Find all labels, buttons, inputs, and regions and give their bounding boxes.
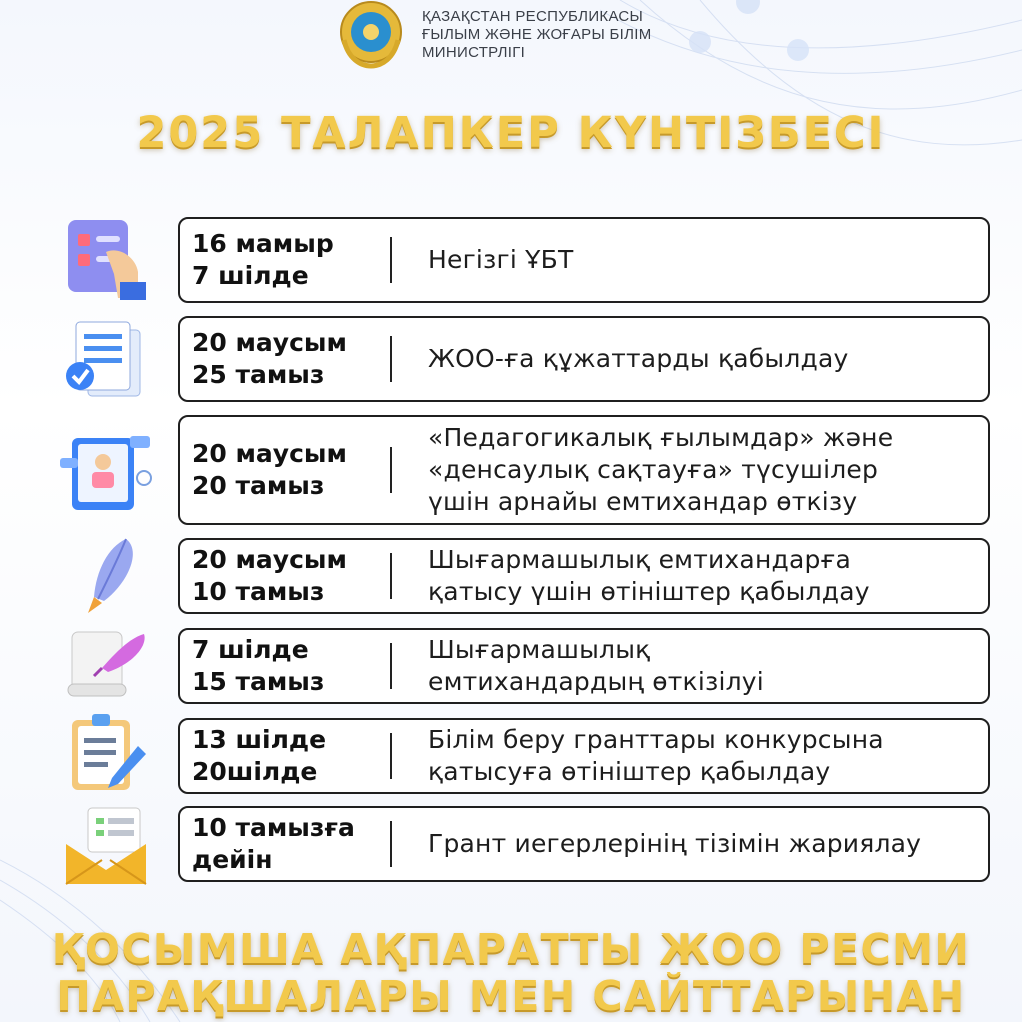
calendar-card bbox=[178, 806, 990, 882]
description-line: үшін арнайы емтихандар өткізу bbox=[428, 487, 858, 516]
footer-note bbox=[0, 926, 1022, 1020]
start-date: 20 маусым bbox=[192, 439, 347, 468]
event-description bbox=[428, 422, 988, 518]
start-date: 20 маусым bbox=[192, 545, 347, 574]
date-range bbox=[180, 812, 380, 876]
start-date: 16 мамыр bbox=[192, 229, 334, 258]
scroll-feather-icon bbox=[58, 624, 154, 700]
ministry-line: ҒЫЛЫМ ЖӘНЕ ЖОҒАРЫ БІЛІМ bbox=[422, 26, 652, 43]
calendar-card bbox=[178, 217, 990, 303]
event-description bbox=[428, 244, 988, 276]
description-line: Грант иегерлерінің тізімін жариялау bbox=[428, 829, 922, 858]
page-title: 2025 ТАЛАПКЕР КҮНТІЗБЕСІ bbox=[136, 108, 886, 158]
divider bbox=[390, 821, 392, 867]
divider bbox=[390, 553, 392, 599]
calendar-card bbox=[178, 316, 990, 402]
footer-line: ПАРАҚШАЛАРЫ МЕН САЙТТАРЫНАН bbox=[56, 972, 966, 1020]
description-line: Шығармашылық bbox=[428, 635, 651, 664]
clipboard-pen-icon bbox=[58, 710, 154, 794]
description-line: емтихандардың өткізілуі bbox=[428, 667, 764, 696]
event-description bbox=[428, 724, 988, 788]
event-description bbox=[428, 343, 988, 375]
start-date: 20 маусым bbox=[192, 328, 347, 357]
divider bbox=[390, 733, 392, 779]
footer-line: ҚОСЫМША АҚПАРАТТЫ ЖОО РЕСМИ bbox=[51, 925, 971, 973]
date-range bbox=[180, 634, 380, 698]
envelope-list-icon bbox=[58, 804, 154, 890]
feather-pen-icon bbox=[58, 535, 154, 619]
event-description bbox=[428, 828, 988, 860]
date-range bbox=[180, 228, 380, 292]
description-line: ЖОО-ға құжаттарды қабылдау bbox=[428, 344, 849, 373]
description-line: Білім беру гранттары конкурсына bbox=[428, 725, 884, 754]
divider bbox=[390, 447, 392, 493]
description-line: Шығармашылық емтихандарға bbox=[428, 545, 852, 574]
end-date: 25 тамыз bbox=[192, 360, 325, 389]
divider bbox=[390, 643, 392, 689]
online-exam-screen-icon bbox=[58, 428, 154, 522]
date-range bbox=[180, 438, 380, 502]
description-line: «денсаулық сақтауға» түсушілер bbox=[428, 455, 879, 484]
end-date: 20 тамыз bbox=[192, 471, 325, 500]
description-line: қатысуға өтініштер қабылдау bbox=[428, 757, 831, 786]
end-date: 7 шілде bbox=[192, 261, 309, 290]
end-date: 10 тамыз bbox=[192, 577, 325, 606]
event-description bbox=[428, 544, 988, 608]
header bbox=[332, 0, 652, 70]
end-date: 15 тамыз bbox=[192, 667, 325, 696]
event-description bbox=[428, 634, 988, 698]
end-date: дейін bbox=[192, 845, 273, 874]
date-range bbox=[180, 327, 380, 391]
start-date: 10 тамызға bbox=[192, 813, 355, 842]
description-line: Негізгі ҰБТ bbox=[428, 245, 574, 274]
ministry-line: ҚАЗАҚСТАН РЕСПУБЛИКАСЫ bbox=[422, 8, 644, 25]
documents-check-icon bbox=[58, 318, 154, 404]
description-line: «Педагогикалық ғылымдар» және bbox=[428, 423, 894, 452]
calendar-card bbox=[178, 628, 990, 704]
description-line: қатысу үшін өтініштер қабылдау bbox=[428, 577, 870, 606]
ministry-line: МИНИСТРЛІГІ bbox=[422, 44, 526, 61]
divider bbox=[390, 336, 392, 382]
start-date: 13 шілде bbox=[192, 725, 327, 754]
date-range bbox=[180, 724, 380, 788]
calendar-card bbox=[178, 538, 990, 614]
calendar-card bbox=[178, 718, 990, 794]
date-range bbox=[180, 544, 380, 608]
divider bbox=[390, 237, 392, 283]
start-date: 7 шілде bbox=[192, 635, 309, 664]
ministry-name bbox=[422, 8, 652, 62]
state-emblem-icon bbox=[332, 0, 410, 70]
calendar-card bbox=[178, 415, 990, 525]
checklist-hand-icon bbox=[58, 212, 154, 304]
end-date: 20шілде bbox=[192, 757, 318, 786]
